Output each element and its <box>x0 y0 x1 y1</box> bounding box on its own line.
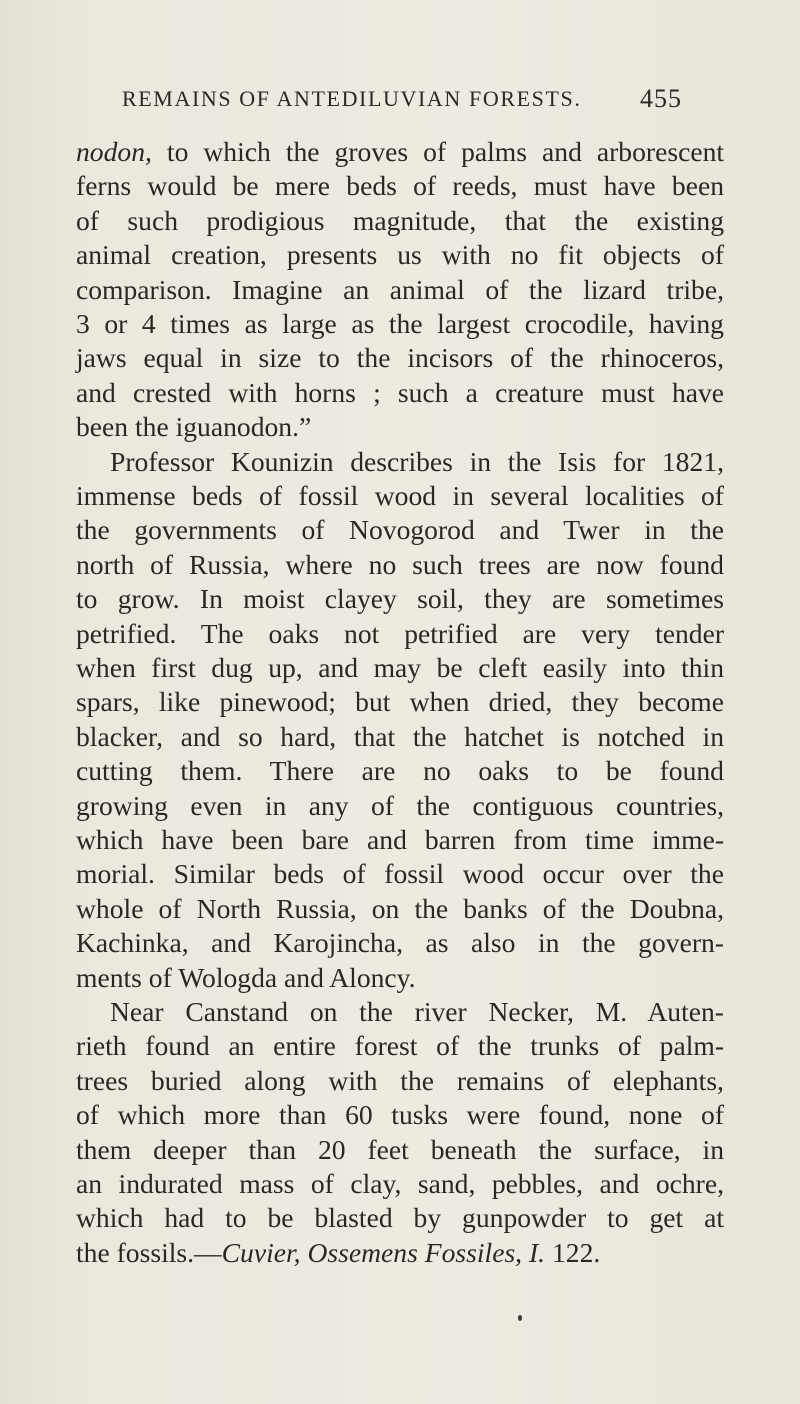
text-line <box>76 1029 724 1063</box>
text-segment: growing even in any of the contiguous countries, <box>76 789 724 821</box>
running-head <box>122 86 682 126</box>
text-line <box>76 341 724 375</box>
text-segment: blacker, and so hard, that the hatchet is notched in <box>76 720 725 752</box>
text-segment: Kachinka, and Karojincha, as also in the govern- <box>76 927 724 959</box>
text-segment: immense beds of fossil wood in several localities of <box>76 480 725 511</box>
text-segment: the governments of Novogorod and Twer in the <box>76 514 724 546</box>
text-line <box>76 754 724 788</box>
text-line <box>110 995 724 1029</box>
text-segment: them deeper than 20 feet beneath the surface, in <box>76 1133 725 1165</box>
text-line <box>76 1133 724 1167</box>
text-segment: the fossils.— <box>76 1236 222 1268</box>
text-segment: Professor Kounizin describes in the Isis for 1821, <box>110 445 724 477</box>
text-segment: ments of Wologda and Aloncy. <box>76 961 416 993</box>
text-line <box>76 169 724 203</box>
text-segment: whole of North Russia, on the banks of the Doubna, <box>76 892 724 924</box>
text-line <box>76 204 724 238</box>
text-segment: of which more than 60 tusks were found, none of <box>76 1099 725 1131</box>
text-segment: north of Russia, where no such trees are now found <box>76 548 724 580</box>
running-title: REMAINS OF ANTEDILUVIAN FORESTS. <box>122 86 582 111</box>
text-line <box>76 273 724 307</box>
ink-speck <box>518 1315 522 1321</box>
text-line <box>76 1201 724 1235</box>
text-segment: jaws equal in size to the incisors of the rhinoceros, <box>76 342 725 374</box>
text-segment: ferns would be mere beds of reeds, must have been <box>76 170 725 202</box>
text-segment: an indurated mass of clay, sand, pebbles, and ochre, <box>76 1168 724 1199</box>
text-segment: 3 or 4 times as large as the largest crocodile, having <box>76 308 724 339</box>
text-segment: petrified. The oaks not petrified are very tender <box>76 617 725 649</box>
text-line <box>76 582 724 616</box>
text-line <box>76 307 724 341</box>
text-segment: been the iguanodon.” <box>76 411 312 443</box>
text-segment: comparison. Imagine an animal of the lizard tribe, <box>76 273 724 305</box>
text-line <box>110 445 724 479</box>
text-line <box>76 1064 724 1098</box>
page-number: 455 <box>640 84 682 113</box>
text-segment: spars, like pinewood; but when dried, they become <box>76 686 725 718</box>
text-segment: to which the groves of palms and arborescent <box>151 136 725 167</box>
text-segment: cutting them. There are no oaks to be found <box>76 755 724 787</box>
text-line <box>76 376 724 410</box>
text-line <box>76 548 724 582</box>
text-line <box>76 651 724 685</box>
text-line <box>76 1167 724 1201</box>
text-segment: rieth found an entire forest of the trunks of palm- <box>76 1030 725 1062</box>
text-segment: morial. Similar beds of fossil wood occur over the <box>76 858 724 890</box>
text-line <box>76 789 724 823</box>
text-line <box>76 479 724 513</box>
text-line <box>76 892 724 926</box>
text-segment: of such prodigious magnitude, that the existing <box>76 204 725 236</box>
text-segment: 122. <box>545 1236 601 1268</box>
text-line <box>76 961 416 995</box>
text-line <box>76 926 724 960</box>
text-segment: animal creation, presents us with no fit objects of <box>76 239 725 271</box>
text-segment: which had to be blasted by gunpowder to get at <box>76 1202 725 1234</box>
text-line <box>76 823 724 857</box>
text-segment: which have been bare and barren from time imme- <box>76 824 725 855</box>
text-segment: when first dug up, and may be cleft easily into thin <box>76 652 725 683</box>
text-line <box>76 617 724 651</box>
text-line <box>76 685 724 719</box>
italic-text: nodon, <box>76 136 152 167</box>
text-line <box>76 720 724 754</box>
text-line <box>76 135 724 169</box>
italic-text: Cuvier, Ossemens Fossiles, I. <box>221 1236 546 1268</box>
text-line <box>76 238 724 272</box>
text-segment: and crested with horns ; such a creature must have <box>76 376 725 408</box>
text-line <box>76 410 311 444</box>
text-line <box>76 857 724 891</box>
text-line <box>76 513 724 547</box>
text-line <box>76 1236 600 1270</box>
text-segment: trees buried along with the remains of elephants, <box>76 1064 724 1096</box>
text-line <box>76 1098 724 1132</box>
text-segment: Near Canstand on the river Necker, M. Auten- <box>110 996 724 1027</box>
text-segment: to grow. In moist clayey soil, they are sometimes <box>76 583 724 615</box>
